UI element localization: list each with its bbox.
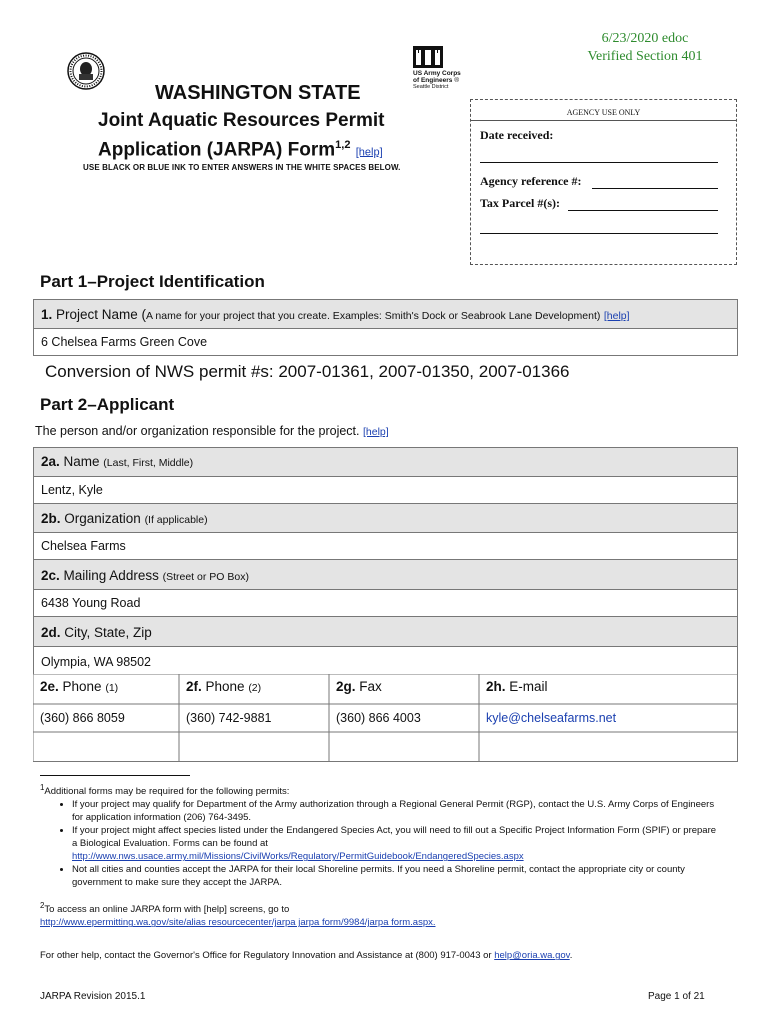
footnotes xyxy=(40,781,720,962)
mailing-address-header xyxy=(33,559,738,590)
q2h-label: E-mail xyxy=(505,679,548,694)
usace-district: Seattle District xyxy=(413,84,449,90)
q2g-number: 2g. xyxy=(336,679,356,694)
other-help-text: For other help, contact the Governor's Office for Regulatory Innovation and Assistance at (800) 917-0043 or xyxy=(40,950,492,962)
email-header xyxy=(486,678,548,696)
city-state-zip-value: Olympia, WA 98502 xyxy=(41,655,152,669)
q2h-number: 2h. xyxy=(486,679,506,694)
project-name-field[interactable] xyxy=(33,328,738,356)
conversion-note: Conversion of NWS permit #s: 2007-01361, 2007-01350, 2007-01366 xyxy=(45,362,570,381)
q2c-number: 2c. xyxy=(41,568,60,583)
q2a-number: 2a. xyxy=(41,454,60,469)
contact-grid xyxy=(33,674,738,762)
stamp-date: 6/23/2020 edoc xyxy=(601,31,689,46)
phone1-header xyxy=(40,678,118,696)
part2-intro xyxy=(35,424,389,438)
ink-instruction: USE BLACK OR BLUE INK TO ENTER ANSWERS IN THE WHITE SPACES BELOW. xyxy=(83,163,401,172)
footnote-1-intro xyxy=(40,781,720,798)
city-state-zip-field[interactable] xyxy=(33,646,738,674)
email-value[interactable]: kyle@chelseafarms.net xyxy=(486,711,617,725)
q2a-hint: (Last, First, Middle) xyxy=(103,457,194,469)
footnote-bullet-shoreline: • Not all cities and counties accept the JARPA for their local Shoreline permits. If you need a Shoreline permit, contact the appropriate city or county government to make sure they accept the JARPA. xyxy=(72,863,720,889)
q2e-hint: (1) xyxy=(105,682,119,694)
name-field[interactable] xyxy=(33,476,738,504)
footnote-ref: 1,2 xyxy=(335,139,351,151)
q2b-label: Organization xyxy=(60,511,145,526)
form-title-line1: Joint Aquatic Resources Permit xyxy=(98,110,385,131)
footnote-1-mark: 1 xyxy=(40,783,45,792)
q2b-hint: (If applicable) xyxy=(144,514,208,526)
tax-parcel-line[interactable] xyxy=(568,210,718,211)
footnote-divider xyxy=(40,775,190,776)
footnote-2 xyxy=(40,899,720,929)
epermitting-link[interactable]: http://www.epermitting.wa.gov/site/alias resourcecenter/jarpa jarpa form/9984/jarpa form.aspx. xyxy=(40,917,436,929)
footnote-bullet-esa xyxy=(72,824,720,863)
edoc-stamp xyxy=(560,30,730,66)
form-state-title: WASHINGTON STATE xyxy=(155,82,361,104)
q2c-hint: (Street or PO Box) xyxy=(162,571,249,583)
q2f-number: 2f. xyxy=(186,679,202,694)
footnote-bullet-rgp: • If your project may qualify for Department of the Army authorization through a Regional General Permit (RGP), contact the U.S. Army Corps of Engineers for application information (206) 764-3495. xyxy=(72,798,720,824)
q2d-label: City, State, Zip xyxy=(60,625,152,640)
q2f-label: Phone xyxy=(201,679,249,694)
usace-name-line1: US Army Corps xyxy=(413,70,461,77)
project-name-header xyxy=(33,299,738,329)
oria-email-link[interactable]: help@oria.wa.gov xyxy=(494,950,570,962)
agency-reference-line[interactable] xyxy=(592,188,718,189)
usace-name-line2: of Engineers xyxy=(413,77,453,84)
q1-number: 1. xyxy=(41,307,53,322)
q1-help-link[interactable]: [help] xyxy=(603,310,630,322)
footnote-2-text: To access an online JARPA form with [help] screens, go to xyxy=(44,904,290,916)
other-help-end: . xyxy=(569,950,573,962)
help-link[interactable]: [help] xyxy=(355,146,383,159)
footnote-1-text: Additional forms may be required for the following permits: xyxy=(44,786,290,798)
phone1-extra-field[interactable] xyxy=(34,733,178,761)
date-received-label: Date received: xyxy=(480,128,554,142)
footnote-2-mark: 2 xyxy=(40,901,45,911)
page-number: Page 1 of 21 xyxy=(648,991,705,1002)
organization-header xyxy=(33,503,738,533)
organization-value: Chelsea Farms xyxy=(41,539,126,553)
fax-value[interactable]: (360) 866 4003 xyxy=(336,711,421,725)
part2-heading: Part 2–Applicant xyxy=(40,395,175,414)
city-state-zip-header xyxy=(33,616,738,647)
email-extra-field[interactable] xyxy=(480,733,736,761)
organization-field[interactable] xyxy=(33,532,738,560)
q2c-label: Mailing Address xyxy=(59,568,163,583)
tax-parcel-line-2[interactable] xyxy=(480,233,718,234)
esa-text: If your project might affect species listed under the Endangered Species Act, you will need to fill out a Specific Project Information Form (SPIF) or prepare a Biological Evaluation. Forms can be found at xyxy=(72,825,717,850)
fax-extra-field[interactable] xyxy=(330,733,478,761)
agency-use-box xyxy=(470,99,737,265)
q2e-number: 2e. xyxy=(40,679,59,694)
fax-header xyxy=(336,678,382,696)
q2e-label: Phone xyxy=(58,679,106,694)
part1-heading: Part 1–Project Identification xyxy=(40,272,265,291)
form-title xyxy=(98,108,384,165)
mailing-address-field[interactable] xyxy=(33,589,738,617)
phone2-header xyxy=(186,678,261,696)
stamp-verification: Verified Section 401 xyxy=(587,49,703,64)
form-title-line2: Application (JARPA) Form xyxy=(98,139,336,161)
washington-state-seal-icon xyxy=(67,52,105,90)
revision-label: JARPA Revision 2015.1 xyxy=(40,991,146,1002)
agency-box-caption: AGENCY USE ONLY xyxy=(566,108,641,117)
q2b-number: 2b. xyxy=(41,511,61,526)
phone2-extra-field[interactable] xyxy=(180,733,328,761)
q2d-number: 2d. xyxy=(41,625,61,640)
name-header xyxy=(33,447,738,477)
phone2-value[interactable]: (360) 742-9881 xyxy=(186,711,272,725)
date-received-line[interactable] xyxy=(480,162,718,163)
esa-link[interactable]: http://www.nws.usace.army.mil/Missions/CivilWorks/Regulatory/PermitGuidebook/EndangeredSpecies.aspx xyxy=(72,851,524,863)
part2-help-link[interactable]: [help] xyxy=(362,426,389,438)
mailing-address-value: 6438 Young Road xyxy=(41,596,141,610)
q2a-label: Name xyxy=(59,454,104,469)
q2f-hint: (2) xyxy=(248,682,262,694)
phone1-value[interactable]: (360) 866 8059 xyxy=(40,711,125,725)
other-help xyxy=(40,949,720,962)
applicant-name-value: Lentz, Kyle xyxy=(41,483,103,497)
q2g-label: Fax xyxy=(355,679,382,694)
q1-label: Project Name ( xyxy=(52,307,147,322)
tax-parcel-label: Tax Parcel #(s): xyxy=(480,196,560,210)
us-army-corps-castle-icon xyxy=(413,46,443,68)
agency-reference-label: Agency reference #: xyxy=(480,174,582,188)
part2-intro-text: The person and/or organization responsible for the project. xyxy=(35,424,360,438)
project-name-value: 6 Chelsea Farms Green Cove xyxy=(41,335,208,349)
q1-hint: A name for your project that you create. Examples: Smith's Dock or Seabrook Lane Development) xyxy=(146,310,601,322)
registered-mark: ® xyxy=(454,77,459,84)
usace-logo xyxy=(413,46,483,94)
